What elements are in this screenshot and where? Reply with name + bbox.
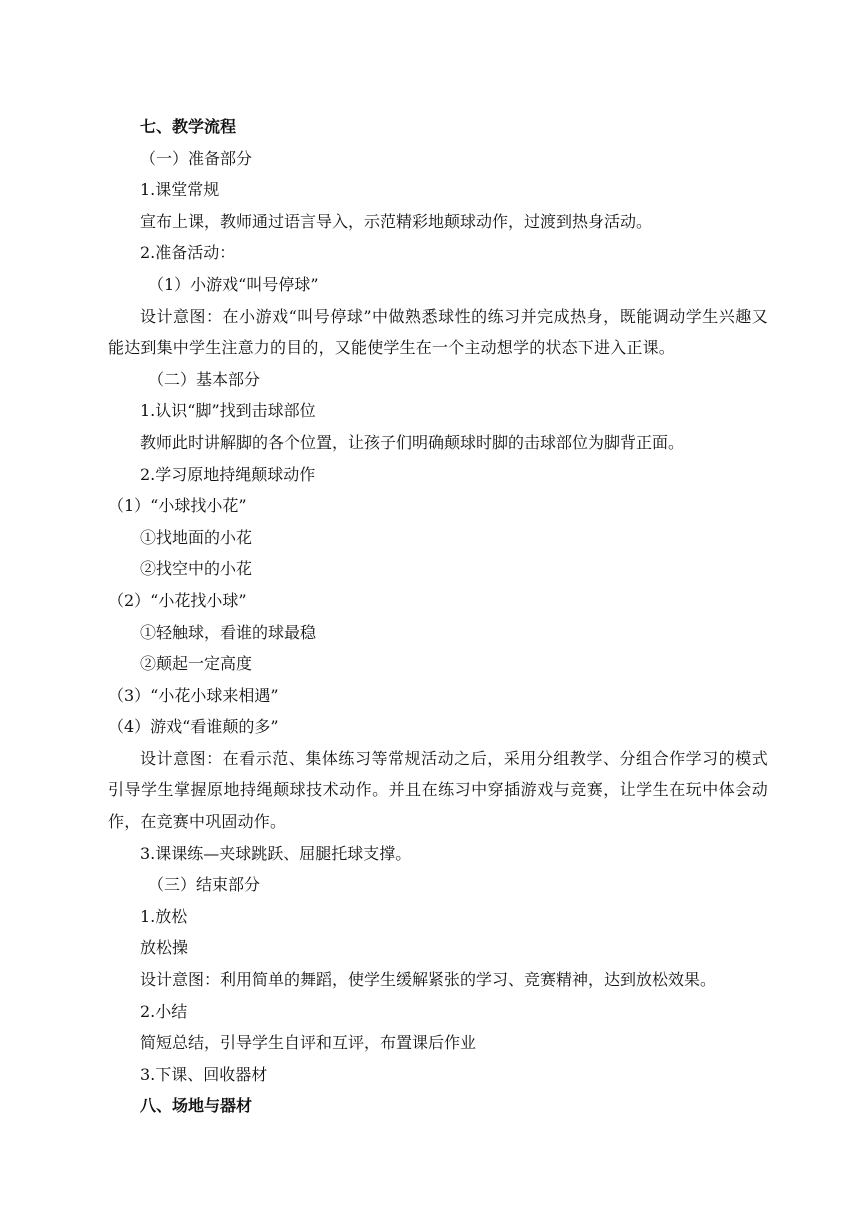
sub-item-certain-height: ②颠起一定高度 (140, 654, 253, 674)
section-heading-venue-equipment: 八、场地与器材 (140, 1096, 253, 1116)
item-learn-juggling: 2.学习原地持绳颠球动作 (140, 464, 316, 484)
item-recognize-foot-text: 教师此时讲解脚的各个位置，让孩子们明确颠球时脚的击球部位为脚背正面。 (140, 432, 685, 452)
sub-item-flower-finds-ball: （2）“小花找小球” (108, 590, 247, 610)
sub-item-flower-ball-meet: （3）“小花小球来相遇” (108, 685, 279, 705)
sub-item-air-flower: ②找空中的小花 (140, 559, 253, 579)
section-heading-teaching-process: 七、教学流程 (140, 117, 237, 136)
item-dismiss: 3.下课、回收器材 (140, 1064, 268, 1084)
document-body (108, 111, 768, 1122)
item-summary-text: 简短总结，引导学生自评和互评，布置课后作业 (140, 1033, 477, 1053)
sub-item-light-touch: ①轻触球，看谁的球最稳 (140, 622, 317, 642)
subsection-basic: （二）基本部分 (148, 369, 261, 389)
item-mini-game: （1）小游戏“叫号停球” (148, 274, 319, 294)
item-preparation-activity: 2.准备活动： (140, 243, 236, 263)
subsection-preparation: （一）准备部分 (140, 148, 253, 168)
item-classroom-routine-text: 宣布上课，教师通过语言导入，示范精彩地颠球动作，过渡到热身活动。 (140, 211, 653, 231)
item-relax-text: 放松操 (140, 938, 189, 958)
design-intent-1: 设计意图：在小游戏“叫号停球”中做熟悉球性的练习并完成热身，既能调动学生兴趣又能达到集中学生注意力的目的，又能使学生在一个主动想学的状态下进入正课。 (108, 306, 768, 358)
item-summary: 2.小结 (140, 1001, 188, 1021)
subsection-ending: （三）结束部分 (148, 875, 261, 895)
sub-item-ground-flower: ①找地面的小花 (140, 527, 253, 547)
design-intent-2: 设计意图：在看示范、集体练习等常规活动之后，采用分组教学、分组合作学习的模式引导学生掌握原地持绳颠球技术动作。并且在练习中穿插游戏与竞赛，让学生在玩中体会动作，在竞赛中巩固动作。 (108, 748, 768, 832)
item-recognize-foot: 1.认识“脚”找到击球部位 (140, 401, 316, 421)
item-relax: 1.放松 (140, 906, 188, 926)
sub-item-ball-finds-flower: （1）“小球找小花” (108, 496, 247, 516)
item-classroom-routine: 1.课堂常规 (140, 180, 220, 200)
sub-item-game-who-juggles-most: （4）游戏“看谁颠的多” (108, 717, 279, 737)
design-intent-3: 设计意图：利用简单的舞蹈，使学生缓解紧张的学习、竞赛精神，达到放松效果。 (140, 970, 717, 990)
item-daily-practice: 3.课课练—夹球跳跃、屈腿托球支撑。 (140, 843, 412, 863)
